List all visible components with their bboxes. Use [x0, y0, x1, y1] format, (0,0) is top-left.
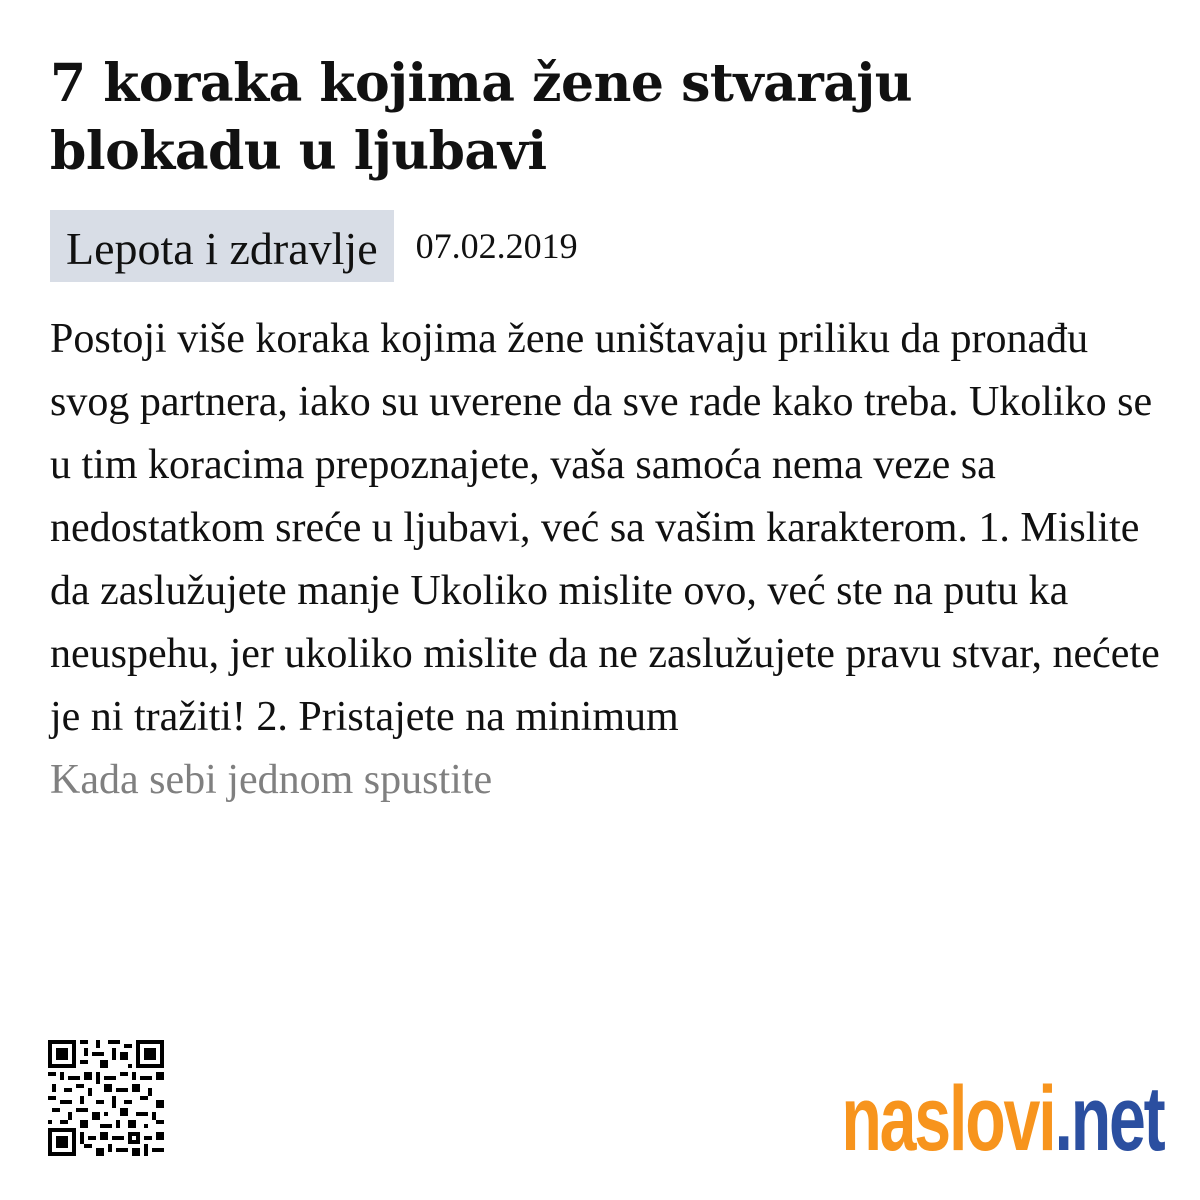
logo-text-tld: .net [1054, 1068, 1164, 1170]
article-faded-tail: Kada sebi jednom spustite [50, 757, 493, 803]
article [50, 50, 1160, 812]
publish-date: 07.02.2019 [415, 226, 578, 266]
article-meta [50, 210, 1160, 282]
site-logo[interactable] [716, 1065, 1164, 1170]
article-lead: Postoji više koraka kojima žene uništavaju priliku da pronađu svog partnera, iako su uverene da sve rade kako treba. Ukoliko se u tim koracima prepoznajete, vaša samoća nema veze sa nedostatkom sreće u ljubavi, već sa vašim karakterom. 1. Mislite da zaslužujete manje Ukoliko mislite ovo, već ste na putu ka neuspehu, jer ukoliko mislite da ne zaslužujete pravu stvar, nećete je ni tražiti! 2. Pristajete na minimum [50, 316, 1160, 740]
qr-code-icon[interactable] [48, 1040, 164, 1156]
logo-wordmark [841, 1068, 1164, 1170]
logo-text-main: naslovi [841, 1068, 1055, 1170]
category-badge[interactable]: Lepota i zdravlje [50, 210, 394, 282]
article-title[interactable]: 7 koraka kojima žene stvaraju blokadu u ljubavi [50, 53, 913, 182]
